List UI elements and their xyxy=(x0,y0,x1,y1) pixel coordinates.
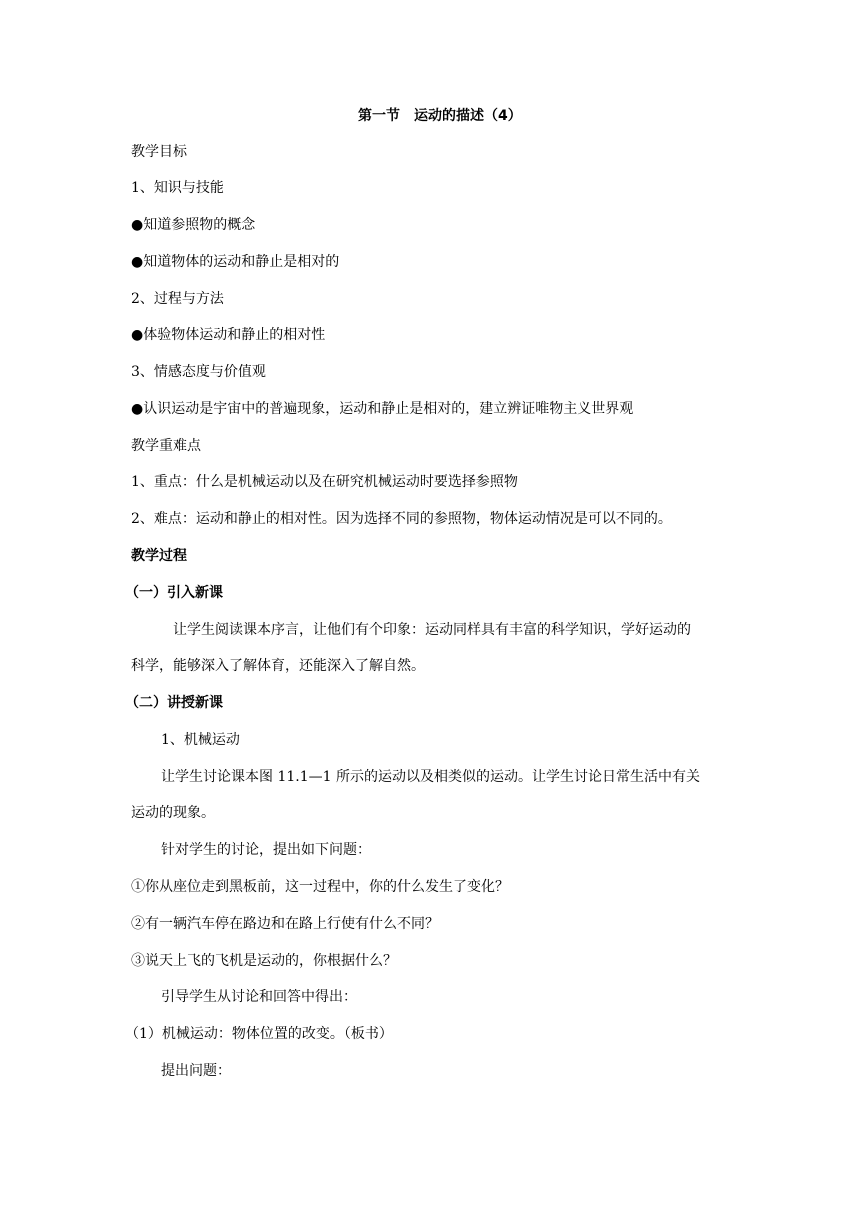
paragraph-line: 2、难点：运动和静止的相对性。因为选择不同的参照物，物体运动情况是可以不同的。 xyxy=(131,511,672,527)
paragraph-line: 让学生阅读课本序言，让他们有个印象：运动同样具有丰富的科学知识，学好运动的 xyxy=(173,622,691,638)
paragraph-line: 运动的现象。 xyxy=(131,805,215,821)
bullet-item: ●知道物体的运动和静止是相对的 xyxy=(131,254,340,270)
bullet-item: ●体验物体运动和静止的相对性 xyxy=(131,327,326,343)
paragraph-line: 1、重点：什么是机械运动以及在研究机械运动时要选择参照物 xyxy=(131,474,518,490)
paragraph-line: 针对学生的讨论，提出如下问题： xyxy=(161,842,371,858)
subheading-knowledge-skills: 1、知识与技能 xyxy=(131,180,224,196)
paragraph-line: 让学生讨论课本图 11.1—1 所示的运动以及相类似的运动。让学生讨论日常生活中有关 xyxy=(161,769,700,785)
bullet-item: ●知道参照物的概念 xyxy=(131,217,256,233)
section-heading-teaching-goals: 教学目标 xyxy=(131,144,187,160)
question-item: ③说天上飞的飞机是运动的，你根据什么？ xyxy=(131,953,397,969)
subheading-new-lesson: （二）讲授新课 xyxy=(125,695,223,711)
definition-line: （1）机械运动：物体位置的改变。（板书） xyxy=(125,1026,393,1042)
subheading-attitude-values: 3、情感态度与价值观 xyxy=(131,364,266,380)
section-heading-teaching-process: 教学过程 xyxy=(131,548,187,564)
section-heading-key-points: 教学重难点 xyxy=(131,438,201,454)
subheading-introduction: （一）引入新课 xyxy=(125,585,223,601)
paragraph-line: 提出问题： xyxy=(161,1063,231,1079)
bullet-item: ●认识运动是宇宙中的普遍现象，运动和静止是相对的，建立辨证唯物主义世界观 xyxy=(131,401,634,417)
document-title: 第一节 运动的描述（4） xyxy=(358,108,522,124)
subheading-mechanical-motion: 1、机械运动 xyxy=(161,732,240,748)
paragraph-line: 科学，能够深入了解体育，还能深入了解自然。 xyxy=(131,658,425,674)
question-item: ①你从座位走到黑板前，这一过程中，你的什么发生了变化？ xyxy=(131,879,509,895)
question-item: ②有一辆汽车停在路边和在路上行使有什么不同？ xyxy=(131,916,439,932)
paragraph-line: 引导学生从讨论和回答中得出： xyxy=(161,989,357,1005)
subheading-process-method: 2、过程与方法 xyxy=(131,291,224,307)
